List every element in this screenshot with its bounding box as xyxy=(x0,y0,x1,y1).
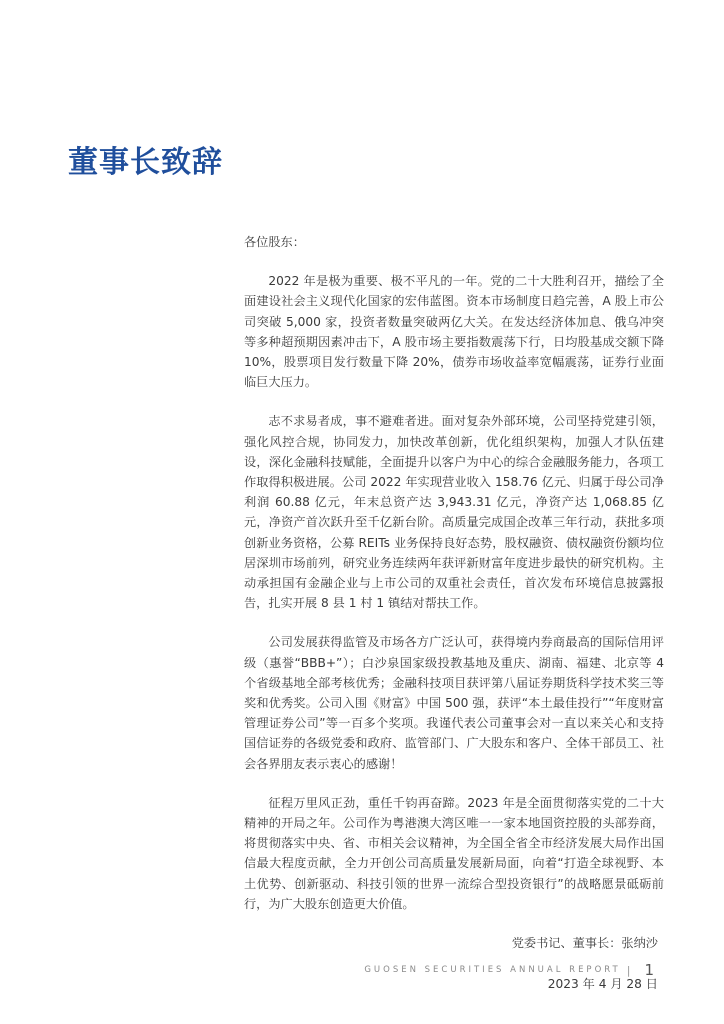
paragraph-3: 公司发展获得监管及市场各方广泛认可，获得境内券商最高的国际信用评级（惠誉“BBB+”）；白沙泉国家级投教基地及重庆、湖南、福建、北京等 4 个省级基地全部考核优秀；金融科技项目获评第八届证券期货科学技术奖三等奖和优秀奖。公司入围《财富》中国 500 强，获评“本土最佳投行”“年度财富管理证券公司”等一百多个奖项。我谨代表公司董事会对一直以来关心和支持国信证券的各级党委和政府、监管部门、广大股东和客户、全体干部员工、社会各界朋友表示衷心的感谢！ xyxy=(244,635,664,771)
paragraph-1: 2022 年是极为重要、极不平凡的一年。党的二十大胜利召开，描绘了全面建设社会主义现代化国家的宏伟蓝图。资本市场制度日趋完善，A 股上市公司突破 5,000 家，投资者数量突破两亿大关。在发达经济体加息、俄乌冲突等多种超预期因素冲击下，A 股市场主要指数震荡下行，日均股基成交额下降 10%，股票项目发行数量下降 20%，债券市场收益率宽幅震荡，证券行业面临巨大压力。 xyxy=(244,274,664,390)
footer-separator: | xyxy=(626,963,631,977)
footer-report-name: GUOSEN SECURITIES ANNUAL REPORT xyxy=(364,965,621,975)
salutation: 各位股东： xyxy=(244,235,305,249)
page-footer xyxy=(364,961,654,979)
letter-date: 2023 年 4 月 28 日 xyxy=(547,977,658,992)
page-title: 董事长致辞 xyxy=(68,145,223,180)
page-number: 1 xyxy=(644,961,654,979)
signature: 党委书记、董事长：张纳沙 xyxy=(511,936,658,951)
paragraph-4: 征程万里风正劲，重任千钧再奋蹄。2023 年是全面贯彻落实党的二十大精神的开局之年。公司作为粤港澳大湾区唯一一家本地国资控股的头部券商，将贯彻落实中央、省、市相关会议精神，为全国全省全市经济发展大局作出国信最大程度贡献，全力开创公司高质量发展新局面，向着“打造全球视野、本土优势、创新驱动、科技引领的世界一流综合型投资银行”的战略愿景砥砺前行，为广大股东创造更大价值。 xyxy=(244,795,664,911)
letter-body xyxy=(244,232,664,995)
paragraph-2: 志不求易者成，事不避难者进。面对复杂外部环境，公司坚持党建引领，强化风控合规，协同发力，加快改革创新，优化组织架构，加强人才队伍建设，深化金融科技赋能，全面提升以客户为中心的综合金融服务能力，各项工作取得积极进展。公司 2022 年实现营业收入 158.76 亿元、归属于母公司净利润 60.88 亿元，年末总资产达 3,943.31 亿元，净资产达 1,068.85 亿元，净资产首次跃升至千亿新台阶。高质量完成国企改革三年行动，获批多项创新业务资格，公募 REITs 业务保持良好态势，股权融资、债权融资份额均位居深圳市场前列，研究业务连续两年获评新财富年度进步最快的研究机构。主动承担国有金融企业与上市公司的双重社会责任，首次发布环境信息披露报告，扎实开展 8 县 1 村 1 镇结对帮扶工作。 xyxy=(244,414,664,611)
